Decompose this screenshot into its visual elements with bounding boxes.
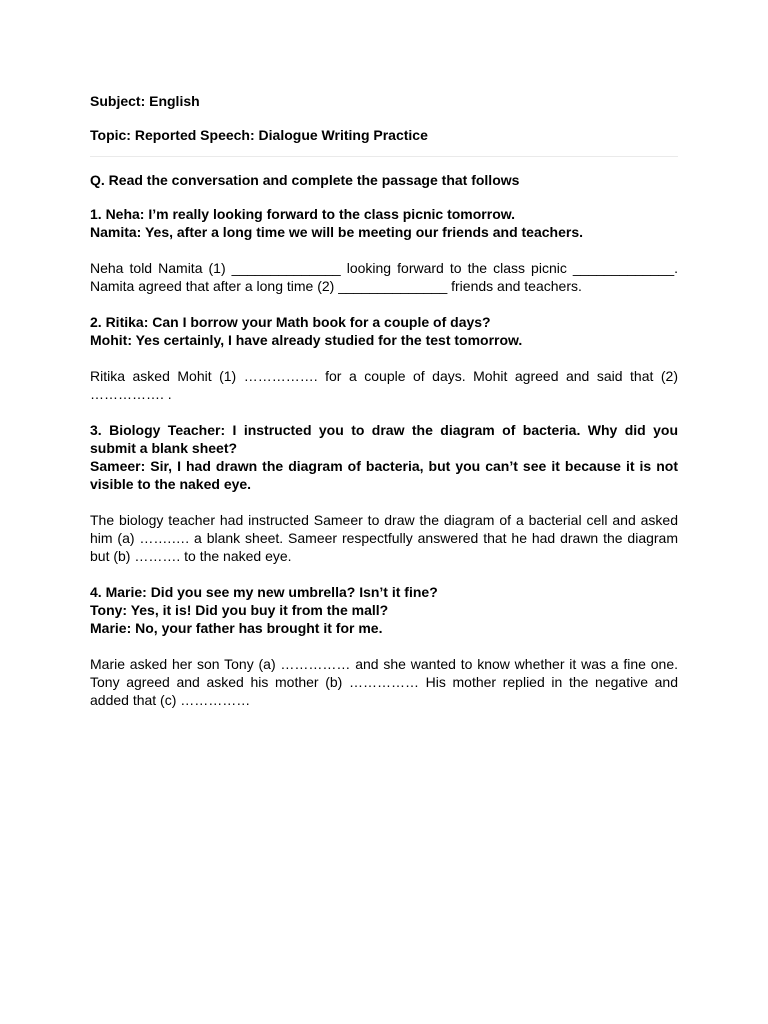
dialogue-4 [90,583,678,637]
subject-line: Subject: English [90,93,200,109]
dialogue-3 [90,421,678,493]
dialogue-2 [90,313,678,349]
dialogue-line: Marie: No, your father has brought it for me. [90,620,383,636]
dialogue-1 [90,205,678,241]
dialogue-line: 4. Marie: Did you see my new umbrella? Isn’t it fine? [90,584,438,600]
dialogue-line: Mohit: Yes certainly, I have already studied for the test tomorrow. [90,332,523,348]
dialogue-line: Sameer: Sir, I had drawn the diagram of bacteria, but you can’t see it because it is not visible to the naked eye. [90,458,678,492]
passage-4: Marie asked her son Tony (a) …………… and she wanted to know whether it was a fine one. Tony agreed and asked his mother (b) …………… His mother replied in the negative and added that (c) …………… [90,656,678,708]
passage-2: Ritika asked Mohit (1) ……………. for a couple of days. Mohit agreed and said that (2) ……………. . [90,368,678,402]
dialogue-line: Tony: Yes, it is! Did you buy it from the mall? [90,602,389,618]
dialogue-line: 1. Neha: I’m really looking forward to the class picnic tomorrow. [90,206,516,222]
passage-1: Neha told Namita (1) ______________ looking forward to the class picnic _____________. Namita agreed that after a long time (2) ______________ friends and teachers. [90,260,678,294]
dialogue-line: 2. Ritika: Can I borrow your Math book for a couple of days? [90,314,491,330]
dialogue-line: Namita: Yes, after a long time we will be meeting our friends and teachers. [90,224,583,240]
worksheet [90,92,678,727]
divider [90,156,678,157]
instruction: Q. Read the conversation and complete the passage that follows [90,172,520,188]
topic-line: Topic: Reported Speech: Dialogue Writing Practice [90,127,428,143]
passage-3: The biology teacher had instructed Sameer to draw the diagram of a bacterial cell and asked him (a) …….…. a blank sheet. Sameer respectfully answered that he had drawn the diagram but (b) ………. to the naked eye. [90,512,678,564]
dialogue-line: 3. Biology Teacher: I instructed you to draw the diagram of bacteria. Why did you submit a blank sheet? [90,422,678,456]
